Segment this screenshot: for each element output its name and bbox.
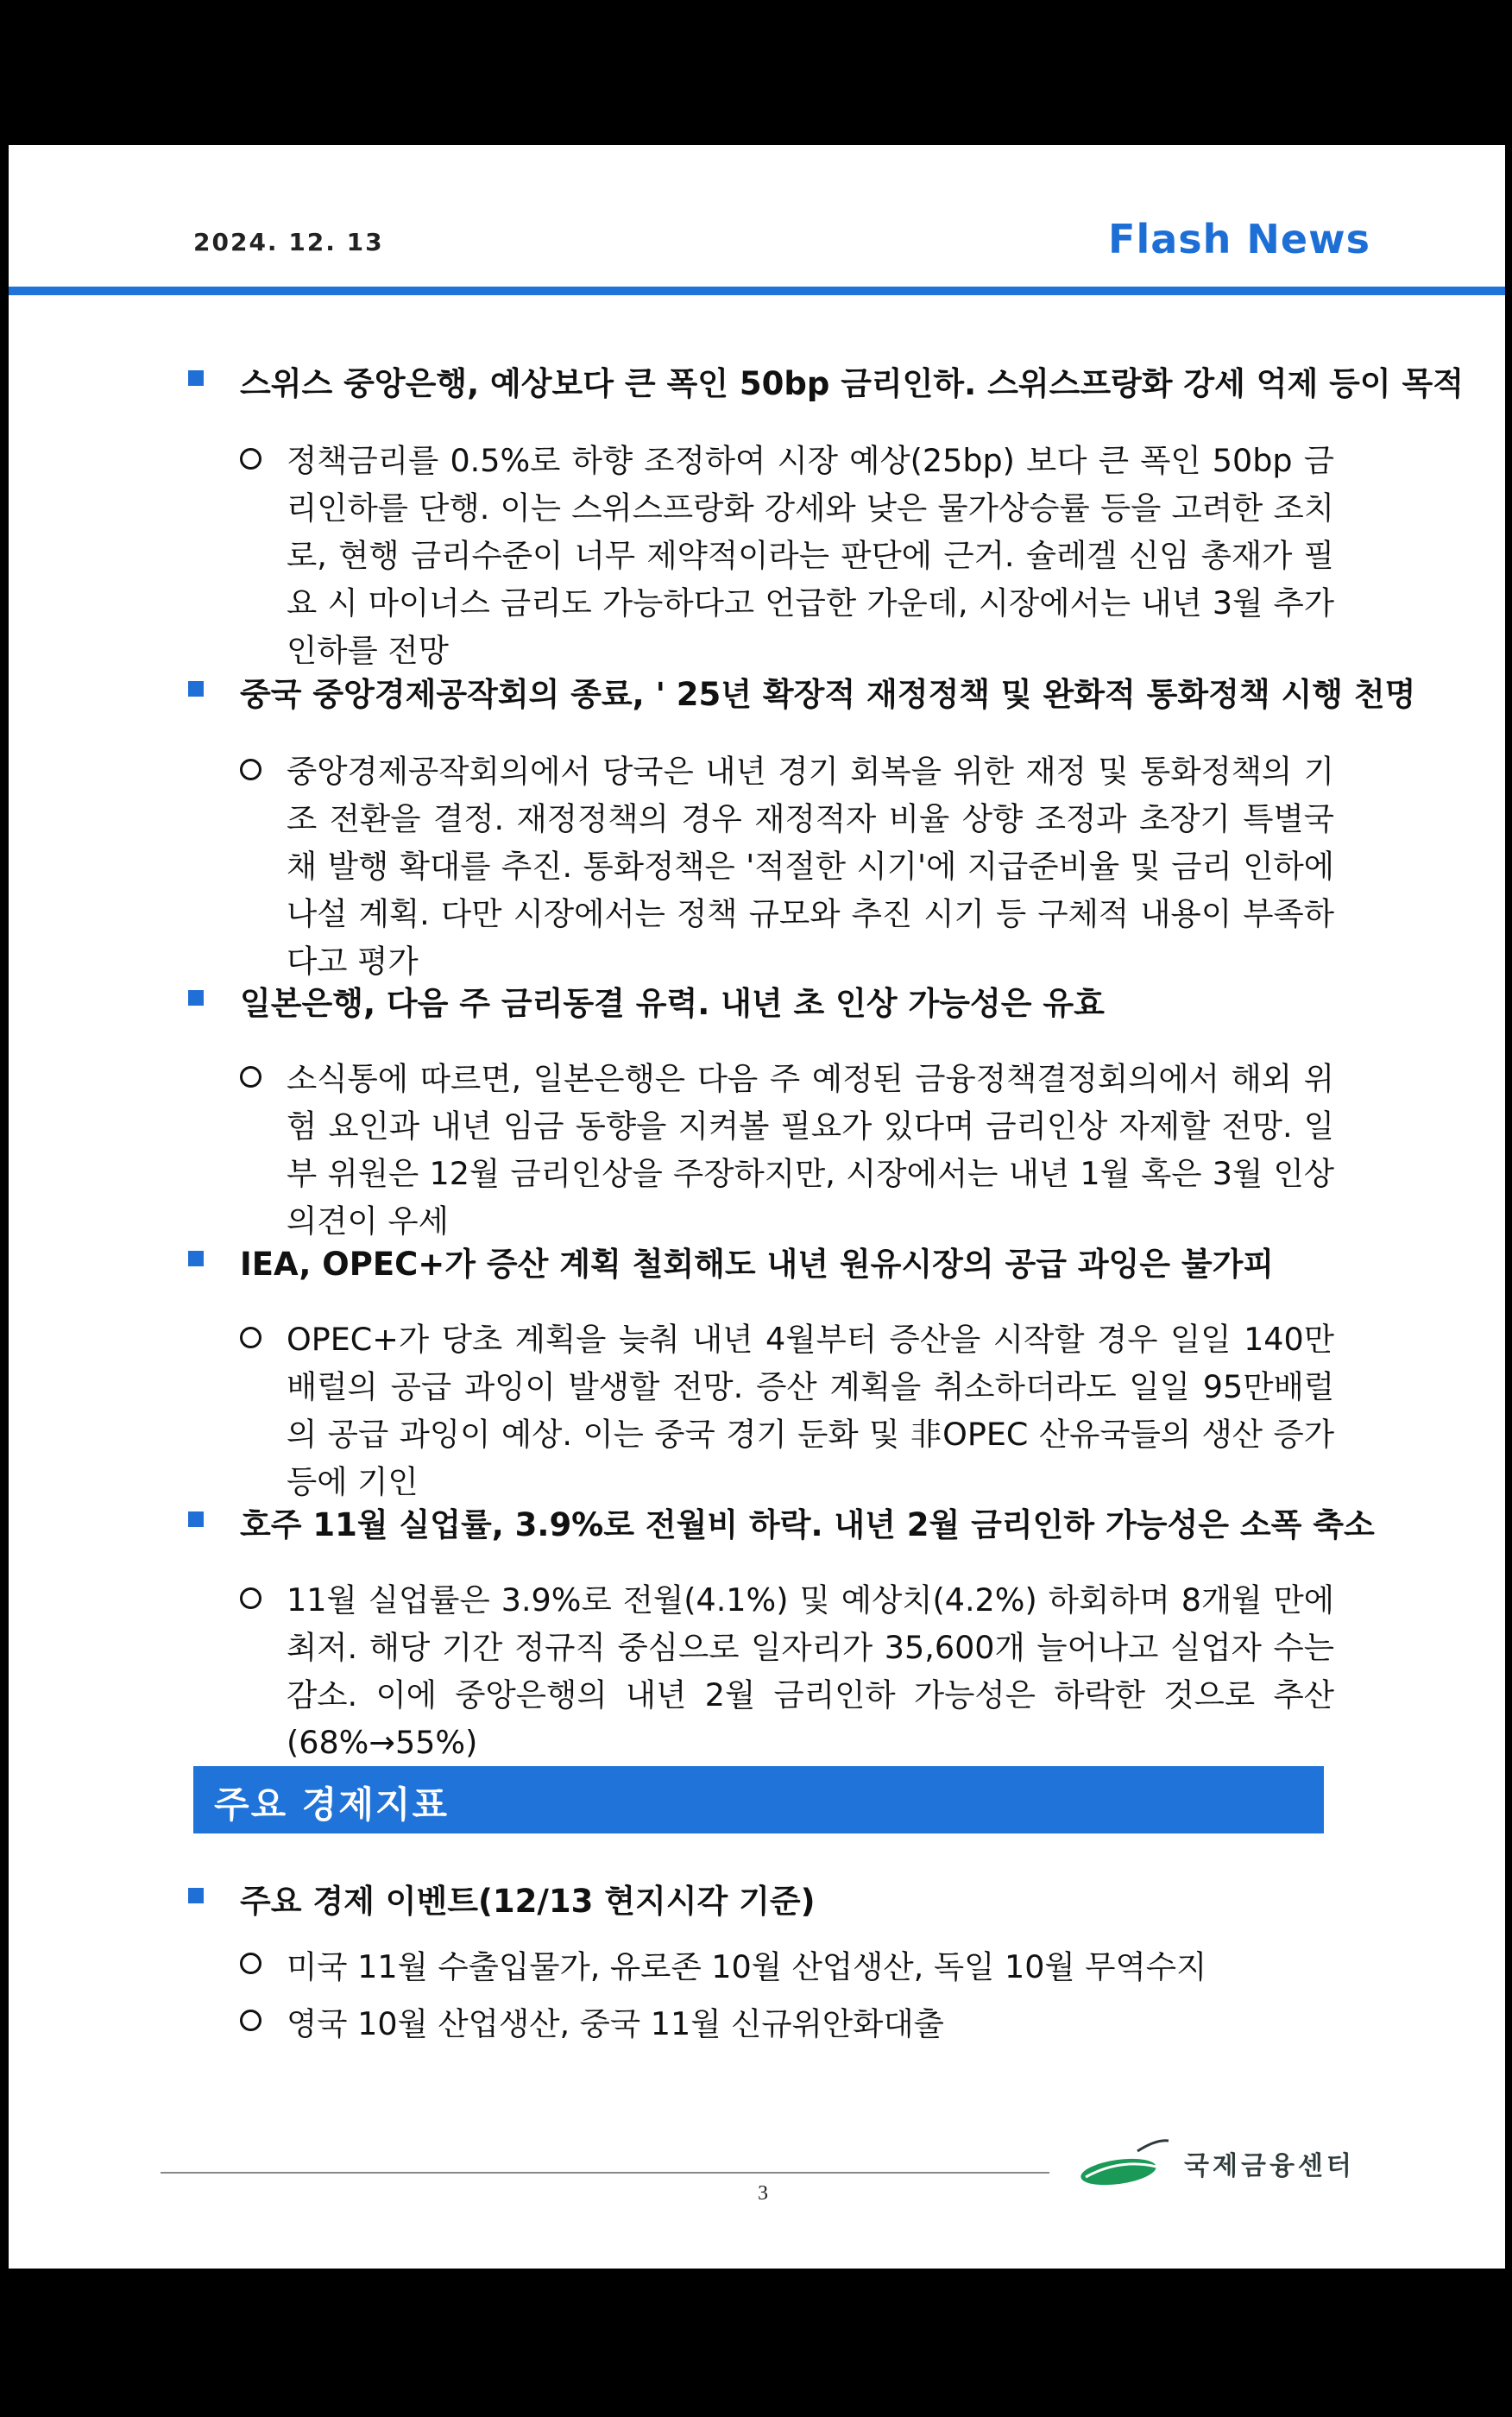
- circle-bullet-icon: [240, 448, 261, 470]
- report-title: Flash News: [1108, 216, 1370, 262]
- square-bullet-icon: [188, 990, 204, 1006]
- square-bullet-icon: [188, 1251, 204, 1266]
- square-bullet-icon: [188, 681, 204, 697]
- footer-divider: [161, 2172, 1049, 2174]
- square-bullet-icon: [188, 1888, 204, 1903]
- circle-bullet-icon: [240, 1327, 261, 1348]
- circle-bullet-icon: [240, 2010, 261, 2031]
- header-divider: [9, 287, 1505, 295]
- kcif-logo: 국제금융센터: [1077, 2132, 1336, 2201]
- circle-bullet-icon: [240, 1587, 261, 1609]
- report-date: 2024. 12. 13: [193, 228, 384, 256]
- leaf-logo-icon: [1077, 2132, 1181, 2193]
- circle-bullet-icon: [240, 759, 261, 780]
- circle-bullet-icon: [240, 1953, 261, 1974]
- document-page: 2024. 12. 13 Flash News 스위스 중앙은행, 예상보다 큰 폭인 50bp 금리인하. 스위스프랑화 강세 억제 등이 목적 정책금리를 0.5%로 하향 조정하여 시장 예상(25bp) 보다 큰 폭인 50bp 금리인하를 단행. 이는 스위스프랑화 강세와 낮은 물가상승률 등을 고려한 조치로, 현행 금리수준이 너무 제약적이라는 판단에 근거. 슐레겔 신임 총재가 필요 시 마이너스 금리도 가능하다고 언급한 가운데, 시장에서는 내년 3월 추가 인하를 전망 중국 중앙경제공작회의 종료, ' 25년 확장적 재정정책 및 완화적 통화정책 시행 천명 중앙경제공작회의에서 당국은 내년 경기 회복을 위한 재정 및 통화정책의 기조 전환을 결정. 재정정책의 경우 재정적자 비율 상향 조정과 초장기 특별국채 발행 확대를 추진. 통화정책은 '적절한 시기'에 지급준비율 및 금리 인하에 나설 계획. 다만 시장에서는 정책 규모와 추진 시기 등 구체적 내용이 부족하다고 평가 일본은행, 다음 주 금리동결 유력. 내년 초 인상 가능성은 유효 소식통에 따르면, 일본은행은 다음 주 예정된 금융정책결정회의에서 해외 위험 요인과 내년 임금 동향을 지켜볼 필요가 있다며 금리인상 자제할 전망. 일부 위원은 12월 금리인상을 주장하지만, 시장에서는 내년 1월 혹은 3월 인상 의견이 우세 IEA, OPEC+가 증산 계획 철회해도 내년 원유시장의 공급 과잉은 불가피 OPEC+가 당초 계획을 늦춰 내년 4월부터 증산을 시작할 경우 일일 140만배럴의 공급 과잉이 발생할 전망. 증산 계획을 취소하더라도 일일 95만배럴의 공급 과잉이 예상. 이는 중국 경기 둔화 및 非OPEC 산유국들의 생산 증가 등에 기인 호주 11월 실업률, 3.9%로 전월비 하락. 내년 2월 금리인하 가능성은 소폭 축소 11월 실업률은 3.9%로 전월(4.1%) 및 예상치(4.2%) 하회하며 8개월 만에 최저. 해당 기간 정규직 중심으로 일자리가 35,600개 늘어나고 실업자 수는 감소. 이에 중앙은행의 내년 2월 금리인하 가능성은 하락한 것으로 추산(68%→55%) 주요 경제지표 주요 경제 이벤트(12/13 현지시각 기준) 미국 11월 수출입물가, 유로존 10월 산업생산, 독일 10월 무역수지 영국 10월 산업생산, 중국 11월 신규위안화대출 3 국제금융센터: [9, 145, 1505, 2269]
- square-bullet-icon: [188, 370, 204, 386]
- circle-bullet-icon: [240, 1066, 261, 1088]
- page-number: 3: [758, 2182, 768, 2205]
- indicators-banner: 주요 경제지표: [193, 1766, 1324, 1833]
- square-bullet-icon: [188, 1511, 204, 1527]
